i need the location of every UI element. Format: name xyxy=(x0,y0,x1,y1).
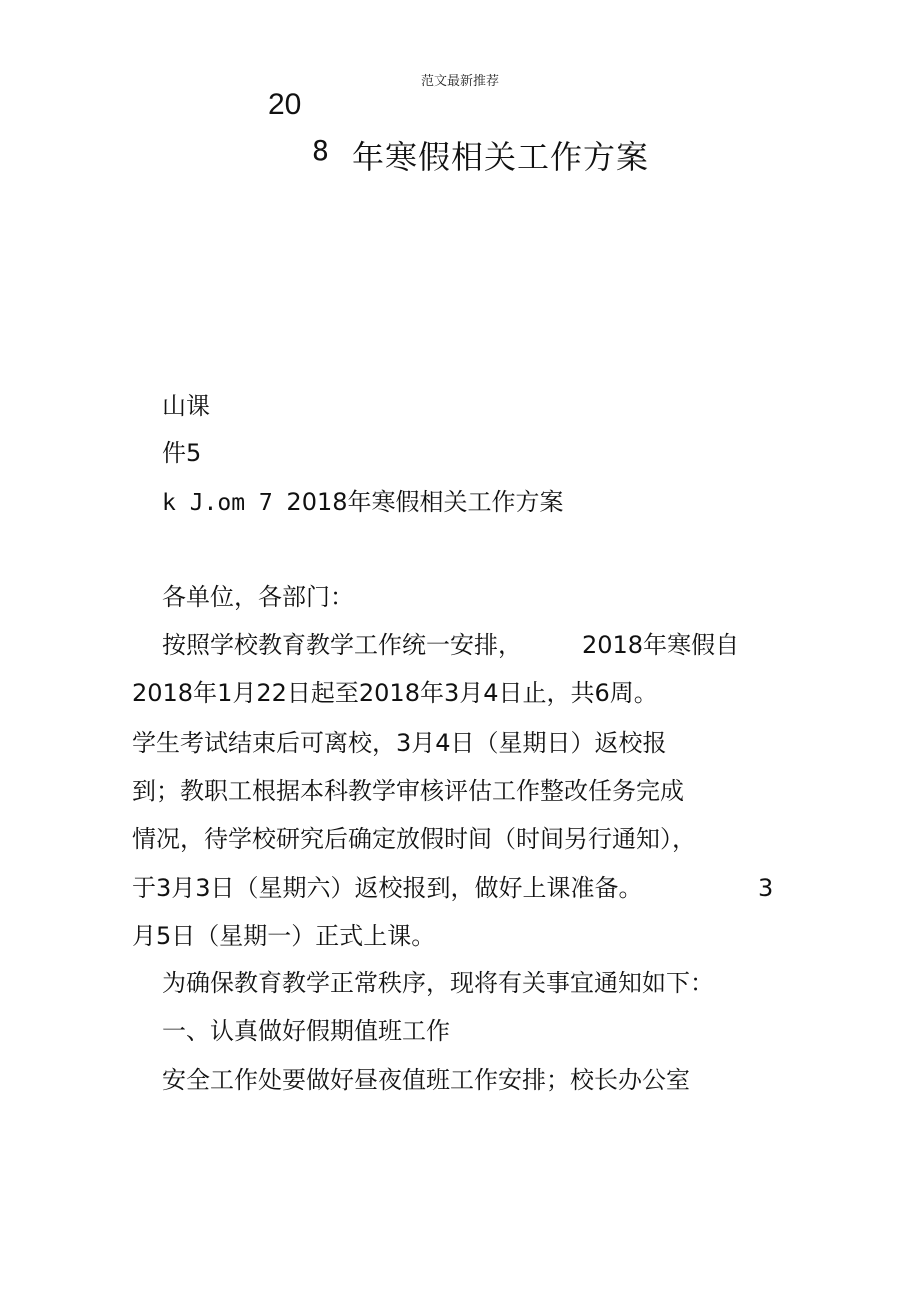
paragraph-5: 情况，待学校研究后确定放假时间（时间另行通知）， xyxy=(132,825,696,853)
header-note: 范文最新推荐 xyxy=(420,74,499,89)
paragraph-1a: 按照学校教育教学工作统一安排， xyxy=(162,631,522,659)
file-info-line-1: 山课 xyxy=(162,392,210,420)
salutation: 各单位，各部门： xyxy=(162,583,354,611)
paragraph-8: 为确保教育教学正常秩序，现将有关事宜通知如下： xyxy=(162,969,714,997)
paragraph-9: 安全工作处要做好昼夜值班工作安排；校长办公室 xyxy=(162,1066,690,1094)
paragraph-7: 月5日（星期一）正式上课。 xyxy=(132,922,436,950)
title-digit-part: 8 xyxy=(312,134,329,167)
paragraph-4: 到；教职工根据本科教学审核评估工作整改任务完成 xyxy=(132,777,684,805)
file-info-prefix: k J.om 7 xyxy=(162,490,273,516)
file-info-line-3 xyxy=(162,486,564,519)
page-title: 年寒假相关工作方案 xyxy=(352,138,650,176)
paragraph-6a: 于3月3日（星期六）返校报到，做好上课准备。 xyxy=(132,874,643,902)
section-1-heading: 一、认真做好假期值班工作 xyxy=(162,1017,450,1045)
file-info-title: 2018年寒假相关工作方案 xyxy=(286,488,564,516)
paragraph-1b: 2018年寒假自 xyxy=(582,631,740,659)
paragraph-3: 学生考试结束后可离校，3月4日（星期日）返校报 xyxy=(132,729,667,757)
paragraph-6b: 3 xyxy=(758,874,774,902)
paragraph-2: 2018年1月22日起至2018年3月4日止，共6周。 xyxy=(132,679,658,707)
file-info-line-2: 件5 xyxy=(162,439,202,467)
title-year-part: 20 xyxy=(268,88,302,121)
